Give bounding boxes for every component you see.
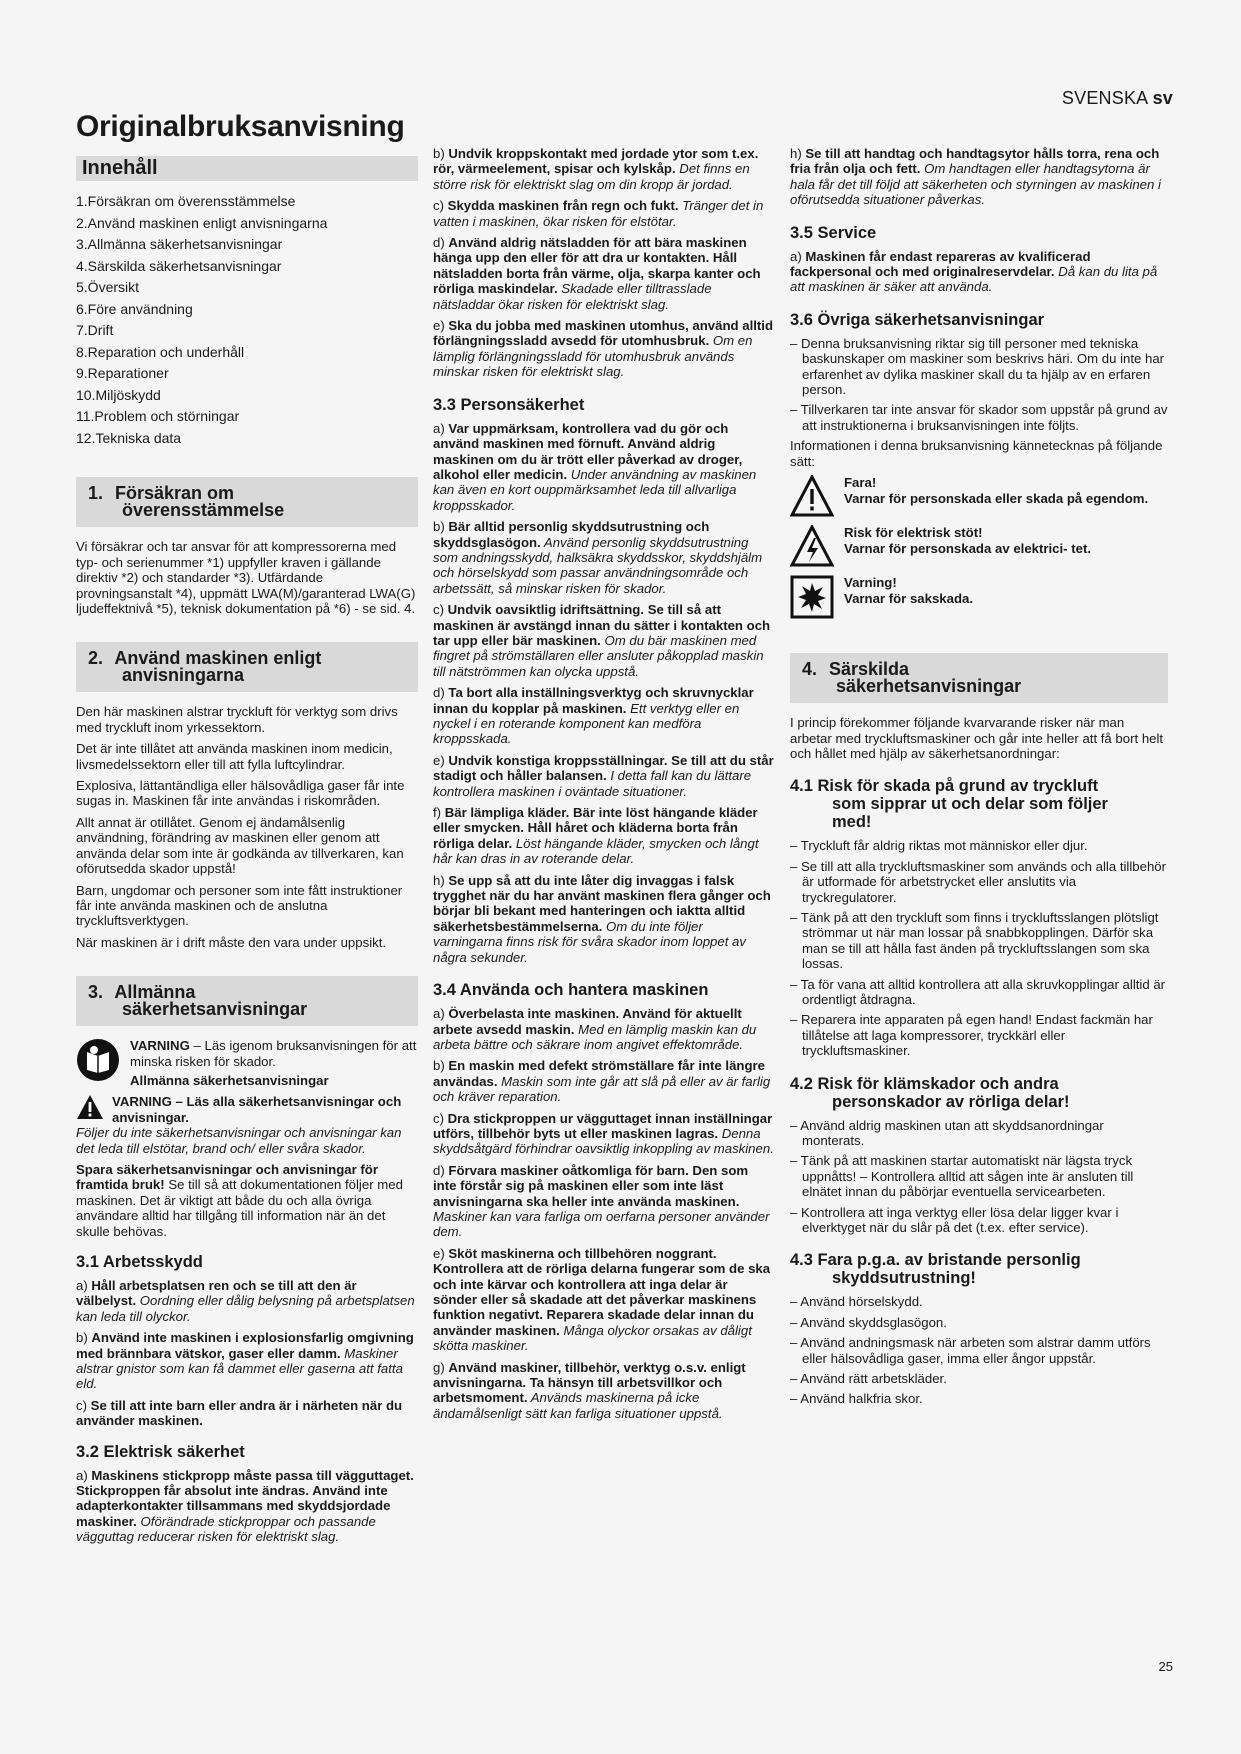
section-1-text: Vi försäkrar och tar ansvar för att kompressorerna med typ- och serienummer *1) uppfyller kraven i gällande direktiv *2) och standarder *3). Utfärdande provningsanstalt *4), uppmätt LWA(M)/garanterad LWA(G) ljudeffektnivå *5), teknisk dokumentation på *6) - se sid. 4. bbox=[76, 539, 416, 617]
paragraph: När maskinen är i drift måste den vara under uppsikt. bbox=[76, 934, 387, 950]
warning-icon bbox=[76, 1094, 106, 1120]
section-4-intro: I princip förekommer följande kvarvarande risker när man arbetar med tryckluftsmaskiner och går inte heller att få bort helt och hållet med hjälp av säkerhetsanordningar: bbox=[790, 715, 1164, 761]
section-2-heading: 2. Använd maskinen enligt anvisningarna bbox=[76, 642, 418, 692]
property-damage-icon bbox=[790, 575, 834, 619]
list-item: – Reparera inte apparaten på egen hand! Endast fackmän har tillåtelse att laga kompressorer, tryckkärl eller tryckluftsmaskiner. bbox=[790, 1012, 1153, 1059]
list-item: – Använd halkfria skor. bbox=[790, 1391, 923, 1407]
toc-item[interactable]: 2.Använd maskinen enligt anvisningarna bbox=[76, 214, 328, 231]
list-item: f) Bär lämpliga kläder. Bär inte löst hängande kläder eller smycken. Håll håret och kläderna borta från rörliga delar. Löst hängande kläder, smycken och långt hår kan dras in av roterande delar. bbox=[433, 805, 759, 867]
toc-item[interactable]: 7.Drift bbox=[76, 322, 114, 339]
toc-item[interactable]: 4.Särskilda säkerhetsanvisningar bbox=[76, 257, 282, 274]
page-number: 25 bbox=[1158, 1659, 1173, 1674]
subsection-4-3-heading: 4.3 Fara p.g.a. av bristande personlig skyddsutrustning! bbox=[790, 1251, 1081, 1288]
warning-row: VARNING – Läs alla säkerhetsanvisningar och anvisningar. bbox=[76, 1094, 418, 1125]
toc-item[interactable]: 6.Före användning bbox=[76, 300, 193, 317]
list-item: d) Förvara maskiner oåtkomliga för barn. Den som inte förstår sig på maskinen eller som inte läst anvisningarna ska heller inte använda maskinen. Maskiner kan vara farliga om oerfarna personer använder dem. bbox=[433, 1162, 770, 1240]
list-item: a) Maskinen får endast repareras av kvalificerad fackpersonal och med originalreservdelar. Då kan du lita på att maskinen är säker att använda. bbox=[790, 248, 1158, 295]
list-item: c) Se till att inte barn eller andra är i närheten när du använder maskinen. bbox=[76, 1397, 403, 1429]
list-item: – Tänk på att den tryckluft som finns i tryckluftsslangen plötsligt strömmar ut när man lossar på snabbkopplingen. Därför ska man se till att hålla fast änden på tryckluftsslangen som ska lossas. bbox=[790, 909, 1159, 972]
list-item: – Tänk på att maskinen startar automatiskt när lägsta tryck uppnåtts! – Kontrollera alltid att sågen inte är ansluten till elnätet innan du påbörjar eventuella servicearbeten. bbox=[790, 1153, 1134, 1200]
paragraph: Barn, ungdomar och personer som inte fått instruktioner får inte använda maskinen och de anslutna tryckluftsverktygen. bbox=[76, 882, 403, 929]
read-manual-row: VARNING – Läs igenom bruksanvisningen för att minska risken för skador. Allmänna säkerhetsanvisningar bbox=[76, 1038, 418, 1088]
list-item: e) Undvik konstiga kroppsställningar. Se till att du står stadigt och håller balansen. I detta fall kan du lättare kontrollera maskinen i oväntade situationer. bbox=[433, 752, 774, 799]
column-left bbox=[76, 156, 418, 1551]
paragraph: Den här maskinen alstrar tryckluft för verktyg som drivs med tryckluft inom yrkessektorn. bbox=[76, 704, 398, 735]
electric-shock-icon bbox=[790, 525, 834, 569]
list-item: b) Bär alltid personlig skyddsutrustning och skyddsglasögon. Använd personlig skyddsutrustning som andningsskydd, halksäkra skyddsskor, skyddshjälm och hörselskydd som passar användningsområde och arbetssätt, så minskar risken för skador. bbox=[433, 519, 763, 596]
list-item: c) Skydda maskinen från regn och fukt. Tränger det in vatten i maskinen, ökar risken för elstötar. bbox=[433, 198, 764, 229]
list-item: e) Ska du jobba med maskinen utomhus, använd alltid förlängningssladd avsedd för utomhusbruk. Om en lämplig förlängningssladd för utomhusbruk används minskar risken för elektriskt slag. bbox=[433, 318, 774, 380]
list-item: e) Sköt maskinerna och tillbehören noggrant. Kontrollera att de rörliga delarna fungerar som de ska och inte kärvar och kontrollera att inga delar är sönder eller så skadade att det påverkar maskinens funktion negativt. Reparera skadade delar innan du använder maskinen. Många olyckor orsakas av dåligt skötta maskiner. bbox=[433, 1245, 771, 1354]
list-item: – Tillverkaren tar inte ansvar för skador som uppstår på grund av att instruktionerna i bruksanvisningen inte följts. bbox=[790, 402, 1168, 433]
symbol-row: Fara! Varnar för personskada eller skada på egendom. bbox=[790, 475, 1168, 519]
toc-item[interactable]: 11.Problem och störningar bbox=[76, 408, 240, 425]
subsection-3-6-heading: 3.6 Övriga säkerhetsanvisningar bbox=[790, 310, 1045, 329]
section-4-heading: 4. Särskilda säkerhetsanvisningar bbox=[790, 653, 1168, 703]
page-title: Originalbruksanvisning bbox=[76, 110, 405, 143]
list-item: – Använd aldrig maskinen utan att skyddsanordningar monterats. bbox=[790, 1117, 1104, 1148]
toc-item[interactable]: 8.Reparation och underhåll bbox=[76, 343, 245, 360]
list-item: a) Överbelasta inte maskinen. Använd för aktuellt arbete avsedd maskin. Med en lämplig maskin kan du arbeta bättre och säkrare inom angivet effektområde. bbox=[433, 1006, 757, 1052]
list-item: d) Ta bort alla inställningsverktyg och skruvnycklar innan du kopplar på maskinen. Ett verktyg eller en nyckel i en roterande komponent kan medföra kroppsskada. bbox=[433, 685, 754, 747]
list-item: h) Se till att handtag och handtagsytor hålls torra, rena och fria från olja och fett. Om handtagen eller handtagsytorna är hala får det till följd att säkerheten och styrningen av maskinen i oförutsedda situationer påverkas. bbox=[790, 146, 1161, 208]
list-item: b) En maskin med defekt strömställare får inte längre användas. Maskin som inte går att slå på eller av är farlig och kräver reparation. bbox=[433, 1058, 771, 1105]
list-item: – Använd andningsmask när arbeten som alstrar damm utförs eller hälsovådliga gaser, imma eller ångor uppstår. bbox=[790, 1335, 1151, 1366]
list-item: – Ta för vana att alltid kontrollera att alla skruvkopplingar alltid är ordentligt åtdragna. bbox=[790, 976, 1166, 1007]
warning-triangle-icon bbox=[790, 475, 834, 519]
list-item: – Använd hörselskydd. bbox=[790, 1294, 923, 1310]
list-item: – Se till att alla tryckluftsmaskiner som används och alla tillbehör är utformade för arbetstrycket eller anslutits via tryckregulatorer. bbox=[790, 858, 1167, 905]
column-right bbox=[790, 146, 1168, 1412]
section-3-heading: 3. Allmänna säkerhetsanvisningar bbox=[76, 976, 418, 1026]
list-item: a) Var uppmärksam, kontrollera vad du gör och använd maskinen med förnuft. Använd aldrig maskinen om du är trött eller påverkad av droger, alkohol eller medicin. Under användning av maskinen kan även en kort ouppmärksamhet leda till allvarliga kroppsskador. bbox=[433, 420, 757, 513]
toc-item[interactable]: 3.Allmänna säkerhetsanvisningar bbox=[76, 236, 283, 253]
symbol-row: Varning! Varnar för sakskada. bbox=[790, 575, 1168, 619]
language-tag: SVENSKA sv bbox=[1061, 88, 1173, 108]
subsection-3-5-heading: 3.5 Service bbox=[790, 223, 877, 242]
list-item: d) Använd aldrig nätsladden för att bära maskinen hänga upp den eller för att dra ur kontakten. Håll nätsladden borta från värme, olja, skarpa kanter och rörliga maskindelar. Skadade eller tilltrasslade nätsladdar ökar risken för elektriskt slag. bbox=[433, 235, 761, 312]
subsection-4-1-heading: 4.1 Risk för skada på grund av tryckluft som sipprar ut och delar som följer med! bbox=[790, 777, 1108, 832]
paragraph: Explosiva, lättantändliga eller hälsovådliga gaser får inte sugas in. Maskinen får inte användas i riskområden. bbox=[76, 778, 405, 809]
subsection-3-2-heading: 3.2 Elektrisk säkerhet bbox=[76, 1442, 245, 1461]
list-item: – Använd skyddsglasögon. bbox=[790, 1314, 947, 1330]
subsection-4-2-heading: 4.2 Risk för klämskador och andra personskador av rörliga delar! bbox=[790, 1074, 1070, 1111]
subsection-3-3-heading: 3.3 Personsäkerhet bbox=[433, 395, 585, 414]
list-item: – Tryckluft får aldrig riktas mot människor eller djur. bbox=[790, 838, 1088, 854]
list-item: g) Använd maskiner, tillbehör, verktyg o.s.v. enligt anvisningarna. Ta hänsyn till arbetsvillkor och arbetsmoment. Används maskinerna på icke ändamålsenligt sätt kan farliga situationer uppstå. bbox=[433, 1359, 746, 1421]
list-item: c) Dra stickproppen ur vägguttaget innan inställningar utförs, tillbehör byts ut eller maskinen lagras. Denna skyddsåtgärd förhindrar oavsiktlig inkoppling av maskinen. bbox=[433, 1110, 774, 1157]
list-item: b) Undvik kroppskontakt med jordade ytor som t.ex. rör, värmeelement, spisar och kylskåp. Det finns en större risk för elektriskt slag om din kropp är jordad. bbox=[433, 146, 759, 192]
toc-item[interactable]: 5.Översikt bbox=[76, 279, 140, 296]
list-item: c) Undvik oavsiktlig idriftsättning. Se till så att maskinen är avstängd innan du sätter i kontakten och tar upp eller bär maskinen. Om du bär maskinen med fingret på strömställaren eller ansluter påkopplad maskin till nätströmmen kan olycka uppstå. bbox=[433, 602, 771, 679]
column-middle bbox=[433, 146, 775, 1427]
paragraph: Allt annat är otillåtet. Genom ej ändamålsenlig användning, förändring av maskinen eller genom att använda delar som inte är godkända av tillverkaren, kan oförutsedda skador uppstå! bbox=[76, 814, 404, 877]
toc-item[interactable]: 9.Reparationer bbox=[76, 365, 169, 382]
list-item: – Kontrollera att inga verktyg eller lösa delar ligger kvar i elverktyget när du slår på det (t.ex. efter service). bbox=[790, 1204, 1119, 1236]
read-manual-icon bbox=[76, 1038, 120, 1082]
list-item: a) Maskinens stickpropp måste passa till vägguttaget. Stickproppen får absolut inte ändras. Använd inte adapterkontakter tillsammans med skyddsjordade maskiner. Oförändrade stickproppar och passande vägguttag reducerar risken för elektriskt slag. bbox=[76, 1467, 414, 1545]
list-item: h) Se upp så att du inte låter dig invaggas i falsk trygghet när du har använt maskinen flera gånger och börjar bli bekant med hanteringen och iaktta alltid säkerhetsbestämmelserna. Om du inte följer varningarna finns risk för svåra skador inom loppet av några sekunder. bbox=[433, 872, 771, 965]
list-item: b) Använd inte maskinen i explosionsfarlig omgivning med brännbara vätskor, gaser eller damm. Maskiner alstrar gnistor som kan få dammet eller gaserna att fatta eld. bbox=[76, 1330, 414, 1392]
list-item: – Använd rätt arbetskläder. bbox=[790, 1371, 947, 1387]
paragraph: Informationen i denna bruksanvisning kännetecknas på följande sätt: bbox=[790, 438, 1163, 469]
toc-item[interactable]: 1.Försäkran om överensstämmelse bbox=[76, 193, 296, 210]
toc-heading: Innehåll bbox=[76, 156, 418, 181]
list-item: – Denna bruksanvisning riktar sig till personer med tekniska baskunskaper om maskiner som beskrivs häri. Om du inte har erfarenhet av dylika maskiner skall du ta hjälp av en erfaren person. bbox=[790, 335, 1165, 398]
subsection-3-1-heading: 3.1 Arbetsskydd bbox=[76, 1253, 203, 1271]
warning-text: Följer du inte säkerhetsanvisningar och anvisningar kan det leda till elstötar, brand och/ eller svåra skador. bbox=[76, 1125, 402, 1156]
toc-item[interactable]: 12.Tekniska data bbox=[76, 429, 182, 446]
toc-item[interactable]: 10.Miljöskydd bbox=[76, 386, 161, 403]
keep-instructions: Spara säkerhetsanvisningar och anvisningar för framtida bruk! Se till så att dokumentationen följer med maskinen. Det är viktigt att både du och alla övriga användare alltid har tillgång till information när än det skulle behövas. bbox=[76, 1161, 403, 1239]
toc-list bbox=[76, 191, 418, 449]
paragraph: Det är inte tillåtet att använda maskinen inom medicin, livsmedelssektorn eller till att fylla luftcylindrar. bbox=[76, 741, 393, 772]
list-item: a) Håll arbetsplatsen ren och se till att den är välbelyst. Oordning eller dålig belysning på arbetsplatsen kan leda till olyckor. bbox=[76, 1278, 415, 1324]
section-1-heading: 1. Försäkran om överensstämmelse bbox=[76, 477, 418, 527]
subsection-3-4-heading: 3.4 Använda och hantera maskinen bbox=[433, 981, 709, 1000]
symbol-row: Risk för elektrisk stöt! Varnar för personskada av elektrici- tet. bbox=[790, 525, 1168, 569]
